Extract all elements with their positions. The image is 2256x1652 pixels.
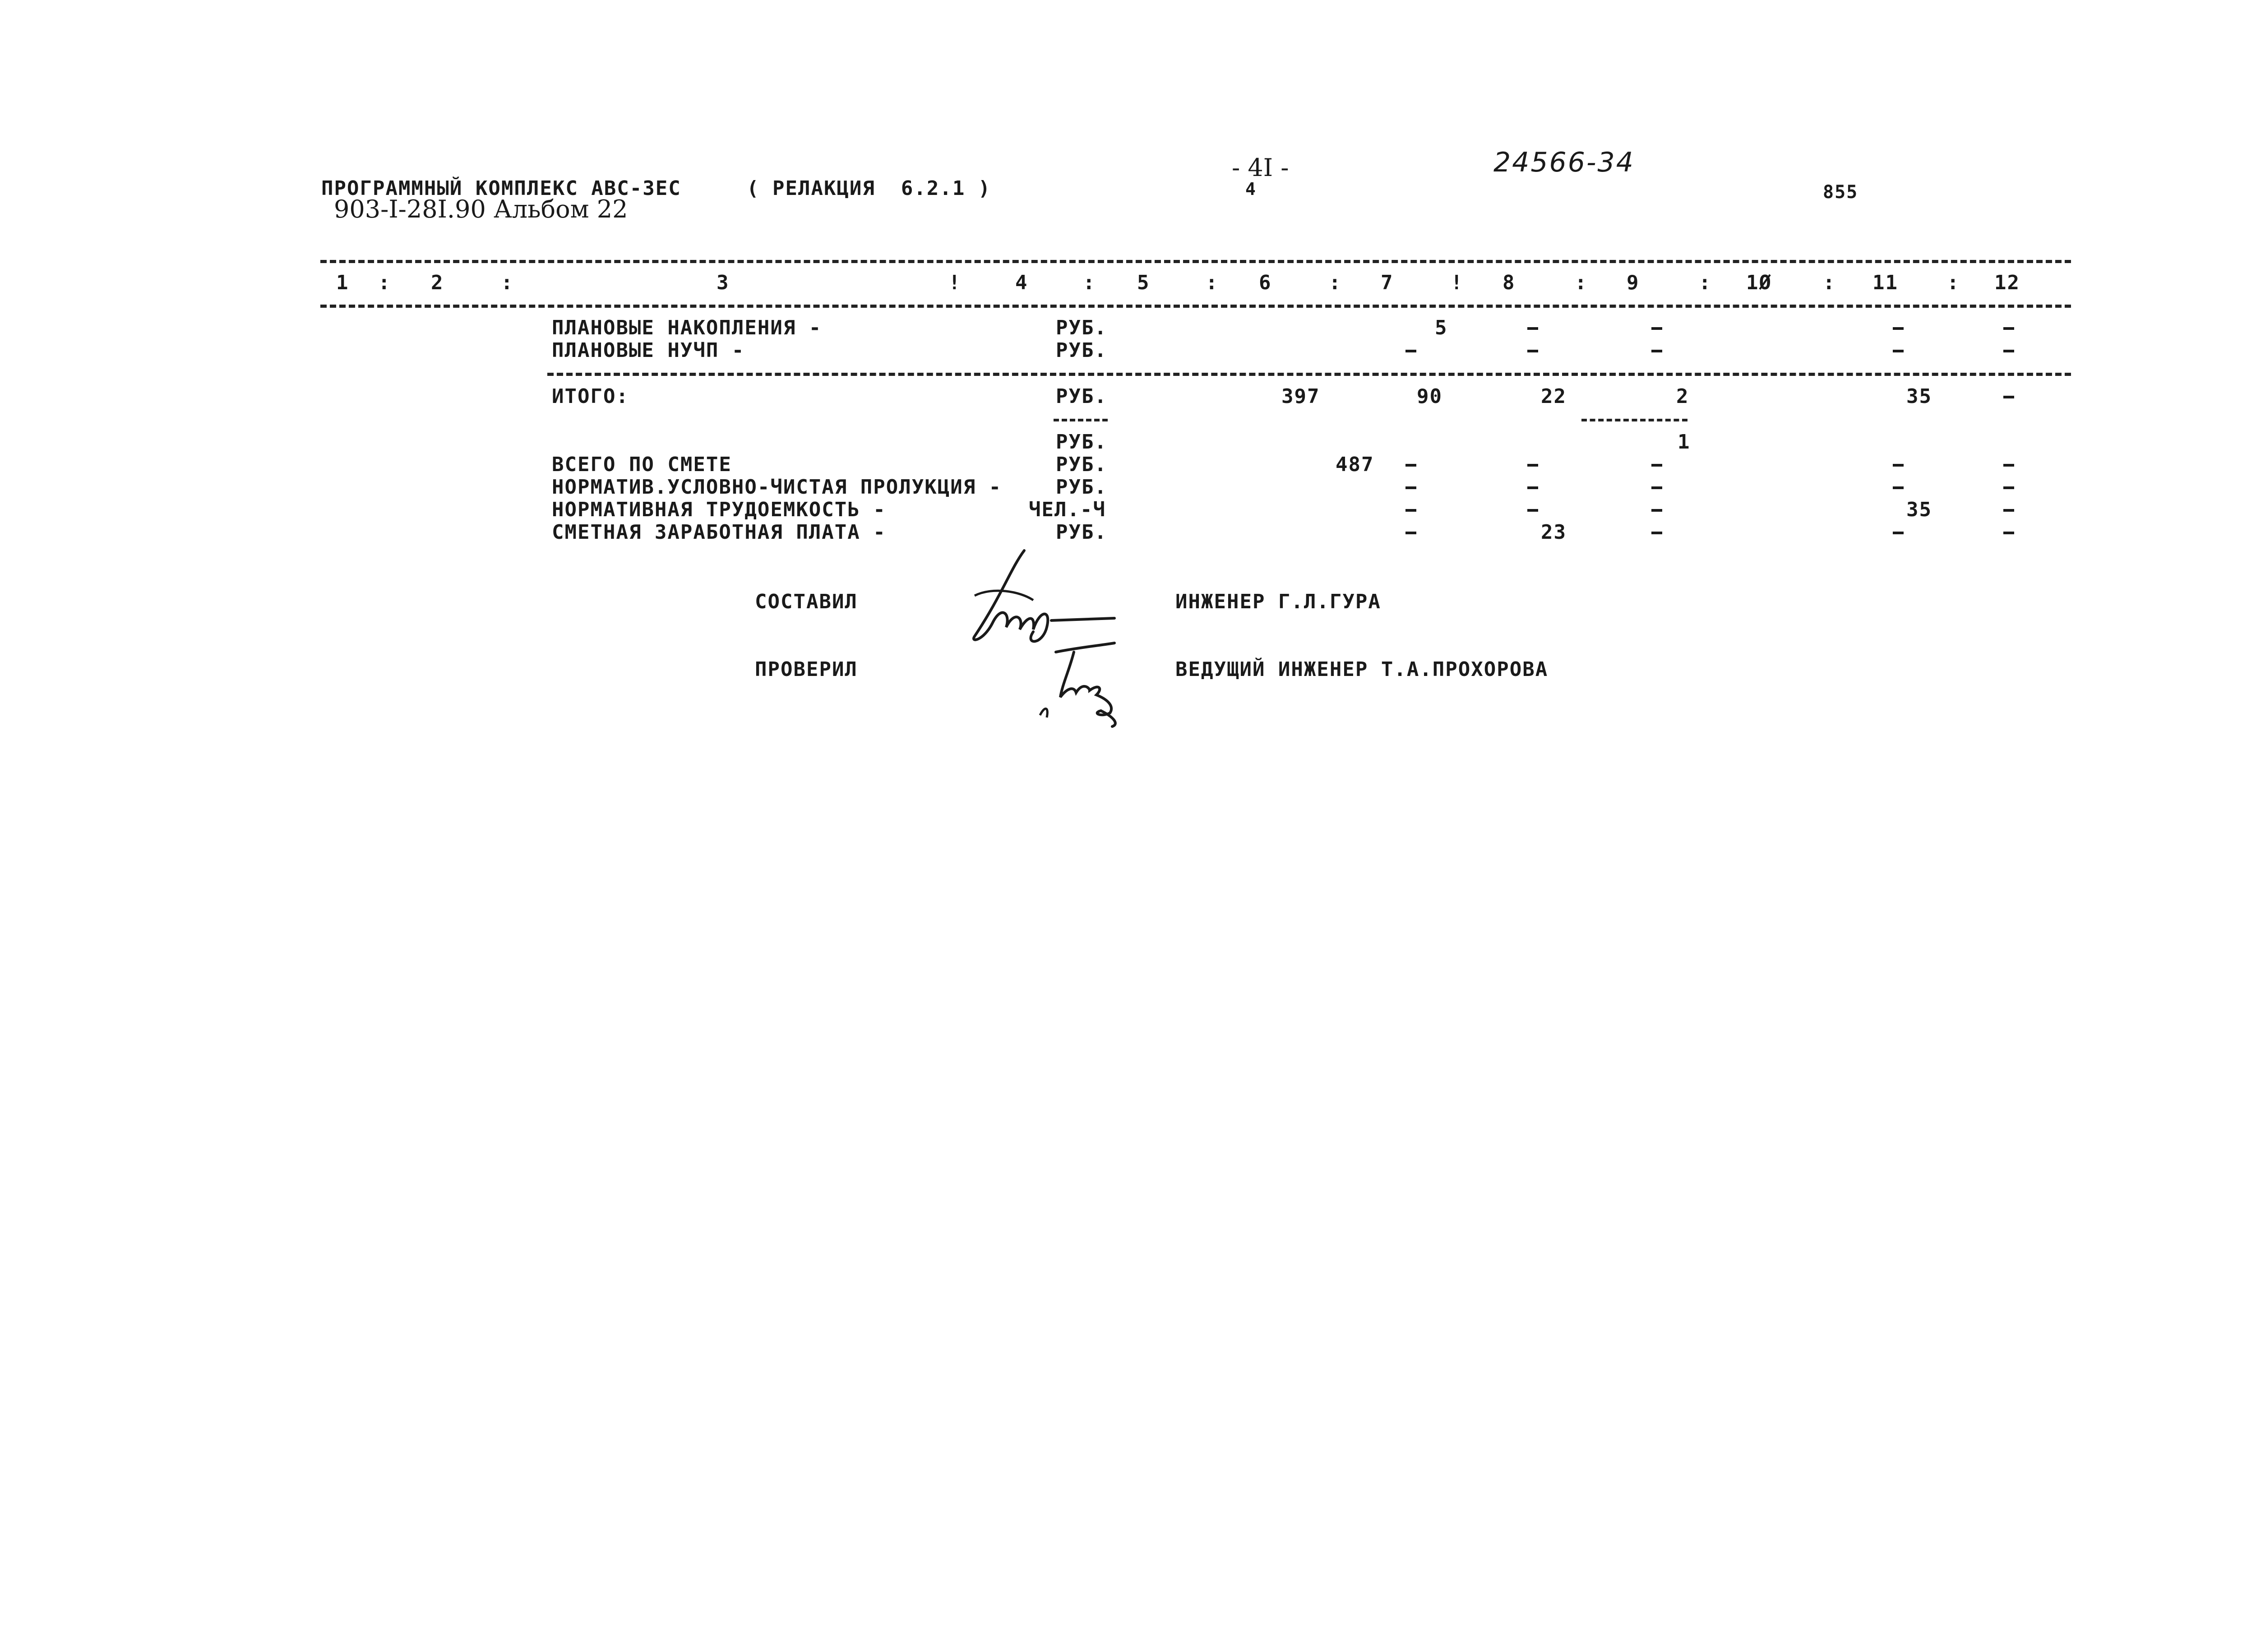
cell-col11: 35: [1906, 498, 1932, 521]
dash-mark: [1527, 486, 1538, 489]
dash-mark: [2003, 327, 2014, 330]
dash-mark: [2003, 350, 2014, 352]
handwritten-number: 24566-34: [1493, 147, 1635, 178]
row-unit: РУБ.: [1056, 521, 1107, 544]
col-separator: :: [1575, 271, 1588, 294]
col-header: 9: [1627, 271, 1640, 294]
cell-col11: 35: [1906, 385, 1932, 408]
row-label: НОРМАТИВ.УСЛОВНО-ЧИСТАЯ ПРОЛУКЦИЯ -: [552, 476, 1002, 499]
dash-mark: [1527, 464, 1538, 467]
col-header: 1Ø: [1746, 271, 1772, 294]
row-unit: РУБ.: [1056, 385, 1107, 408]
col-header: 8: [1502, 271, 1516, 294]
small-page-number: 4: [1245, 179, 1257, 199]
total-rule: [547, 373, 2071, 376]
dash-mark: [1527, 509, 1538, 512]
dash-mark: [1651, 509, 1662, 512]
cell-col9: 1: [1678, 430, 1691, 453]
col-header: 4: [1015, 271, 1028, 294]
cell-col6: 487: [1336, 453, 1374, 476]
row-label: НОРМАТИВНАЯ ТРУДОЕМКОСТЬ -: [552, 498, 886, 521]
dash-mark: [1405, 532, 1416, 534]
row-label: ВСЕГО ПО СМЕТЕ: [552, 453, 732, 476]
document-code: 903-I-28I.90 Альбом 22: [334, 195, 628, 223]
dash-mark: [1405, 350, 1416, 352]
dash-mark: [1651, 327, 1662, 330]
cell-col8: 23: [1541, 521, 1567, 544]
col-separator: :: [1206, 271, 1219, 294]
row-unit: РУБ.: [1056, 453, 1107, 476]
col-header: 11: [1872, 271, 1898, 294]
col-header: 6: [1259, 271, 1272, 294]
row-unit: РУБ.: [1056, 476, 1107, 499]
page-number: - 4I -: [1232, 153, 1289, 182]
col-separator: :: [1083, 271, 1096, 294]
col-separator: :: [1329, 271, 1342, 294]
dash-mark: [1405, 509, 1416, 512]
dash-mark: [2003, 532, 2014, 534]
dash-mark: [2003, 396, 2014, 398]
cell-col8: 22: [1541, 385, 1567, 408]
col-separator: :: [1699, 271, 1712, 294]
col-header: 7: [1381, 271, 1394, 294]
underline-mark: [1054, 419, 1108, 421]
sheet-code: 855: [1823, 182, 1858, 203]
col-separator: :: [501, 271, 514, 294]
compiled-label: СОСТАВИЛ: [755, 590, 858, 613]
dash-mark: [1651, 464, 1662, 467]
dash-mark: [1651, 532, 1662, 534]
dash-mark: [1405, 486, 1416, 489]
dash-mark: [1405, 464, 1416, 467]
checked-label: ПРОВЕРИЛ: [755, 658, 858, 681]
row-unit: РУБ.: [1056, 430, 1107, 453]
program-title: ПРОГРАММНЫЙ КОМПЛЕКС АВС-3ЕС: [321, 177, 681, 200]
dash-mark: [1893, 486, 1904, 489]
edition-label: ( РЕЛАКЦИЯ 6.2.1 ): [747, 177, 991, 200]
row-label: ПЛАНОВЫЕ НАКОПЛЕНИЯ -: [552, 316, 822, 339]
dash-mark: [1651, 486, 1662, 489]
col-header: 3: [717, 271, 730, 294]
row-label: ПЛАНОВЫЕ НУЧП -: [552, 339, 745, 362]
cell-col6: 397: [1281, 385, 1320, 408]
dash-mark: [1527, 327, 1538, 330]
col-header: 12: [1994, 271, 2020, 294]
table-top-rule: [320, 260, 2071, 263]
col-separator: !: [1451, 271, 1464, 294]
row-unit: РУБ.: [1056, 339, 1107, 362]
dash-mark: [1893, 532, 1904, 534]
col-header: 1: [336, 271, 349, 294]
dash-mark: [1893, 327, 1904, 330]
dash-mark: [2003, 486, 2014, 489]
col-header: 2: [431, 271, 444, 294]
cell-col9: 2: [1676, 385, 1689, 408]
compiled-by: ИНЖЕНЕР Г.Л.ГУРА: [1175, 590, 1381, 613]
cell-col7: 90: [1417, 385, 1442, 408]
row-unit: ЧЕЛ.-Ч: [1029, 498, 1106, 521]
signature-compiled: [957, 541, 1119, 645]
dash-mark: [1893, 350, 1904, 352]
col-separator: :: [378, 271, 391, 294]
dash-mark: [1893, 464, 1904, 467]
checked-by: ВЕДУЩИЙ ИНЖЕНЕР Т.А.ПРОХОРОВА: [1175, 658, 1549, 681]
cell-col7: 5: [1435, 316, 1448, 339]
col-separator: !: [948, 271, 962, 294]
col-separator: :: [1823, 271, 1836, 294]
dash-mark: [2003, 464, 2014, 467]
underline-mark: [1581, 419, 1687, 421]
signature-checked: [1024, 639, 1128, 729]
col-header: 5: [1137, 271, 1150, 294]
row-unit: РУБ.: [1056, 316, 1107, 339]
col-separator: :: [1947, 271, 1960, 294]
dash-mark: [1527, 350, 1538, 352]
dash-mark: [2003, 509, 2014, 512]
row-label: СМЕТНАЯ ЗАРАБОТНАЯ ПЛАТА -: [552, 521, 886, 544]
row-label: ИТОГО:: [552, 385, 629, 408]
dash-mark: [1651, 350, 1662, 352]
table-header-rule: [320, 305, 2071, 308]
